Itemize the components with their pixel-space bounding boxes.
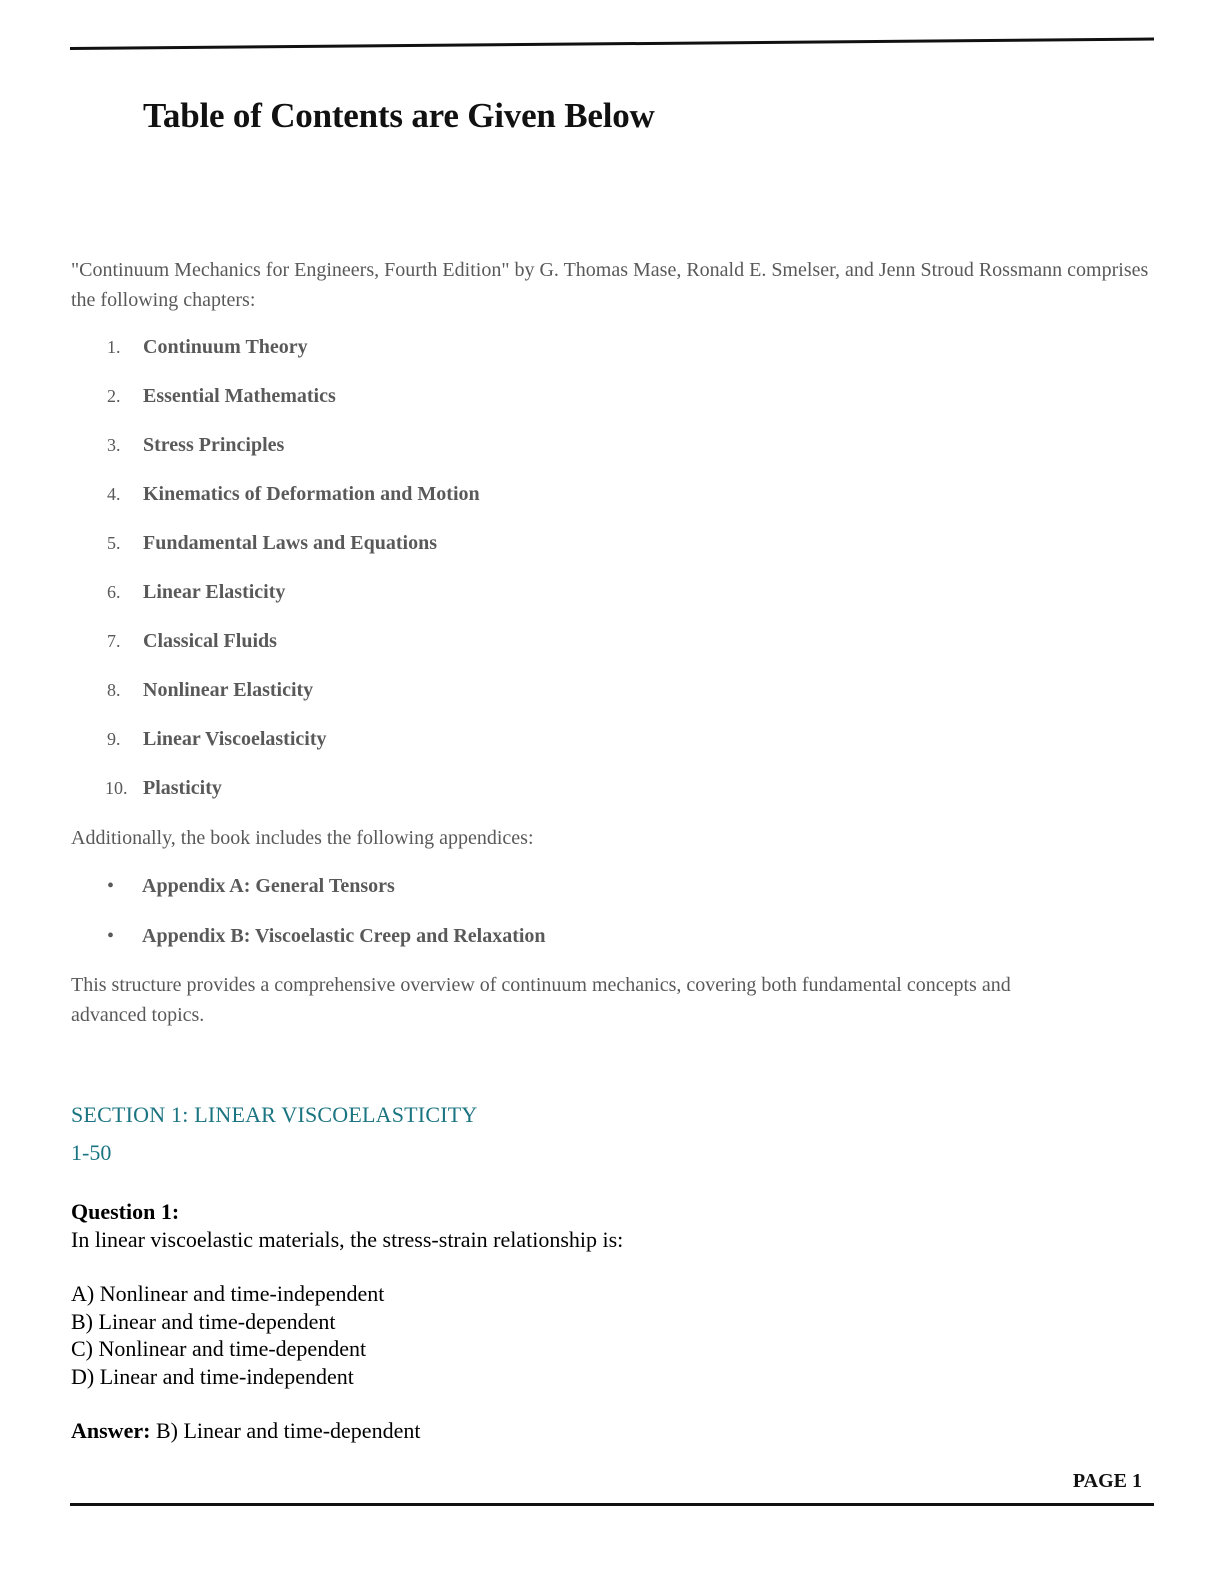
chapter-label: Fundamental Laws and Equations xyxy=(143,532,437,554)
question-block xyxy=(71,1198,623,1445)
chapter-number: 6. xyxy=(107,582,121,602)
appendix-label: Appendix A: General Tensors xyxy=(142,875,395,897)
answer-label: Answer: xyxy=(71,1418,151,1443)
chapter-number: 3. xyxy=(107,435,121,455)
summary-paragraph: This structure provides a comprehensive overview of continuum mechanics, covering both fundamental concepts and advanced topics. xyxy=(71,974,1011,1026)
chapter-label: Kinematics of Deformation and Motion xyxy=(143,483,480,505)
question-title: Question 1: xyxy=(71,1199,180,1224)
chapter-number: 10. xyxy=(105,778,128,798)
section-range: 1-50 xyxy=(71,1140,112,1165)
chapter-label: Linear Viscoelasticity xyxy=(143,728,327,750)
question-prompt: In linear viscoelastic materials, the stress-strain relationship is: xyxy=(71,1226,624,1252)
chapter-label: Classical Fluids xyxy=(143,630,277,652)
spacer xyxy=(71,1253,623,1280)
option-b: B) Linear and time-dependent xyxy=(71,1308,336,1334)
answer-line xyxy=(71,1417,623,1445)
page-number: PAGE 1 xyxy=(1072,1470,1142,1492)
bullet-icon: • xyxy=(107,925,115,947)
chapter-label: Plasticity xyxy=(143,777,222,799)
intro-paragraph: "Continuum Mechanics for Engineers, Fourth Edition" by G. Thomas Mase, Ronald E. Smelser, and Jenn Stroud Rossmann comprises the following chapters: xyxy=(71,259,1149,311)
section-heading: SECTION 1: LINEAR VISCOELASTICITY xyxy=(71,1102,478,1127)
option-d: D) Linear and time-independent xyxy=(71,1363,354,1389)
chapter-label: Nonlinear Elasticity xyxy=(143,679,314,701)
chapter-number: 4. xyxy=(107,484,121,504)
appendix-label: Appendix B: Viscoelastic Creep and Relaxation xyxy=(142,925,546,947)
chapter-label: Stress Principles xyxy=(143,434,285,456)
answer-text: B) Linear and time-dependent xyxy=(150,1418,421,1443)
page-title: Table of Contents are Given Below xyxy=(143,96,655,135)
footer-rule xyxy=(70,1503,1154,1506)
chapter-number: 9. xyxy=(107,729,121,749)
chapter-label: Continuum Theory xyxy=(143,336,308,358)
chapter-number: 8. xyxy=(107,680,121,700)
chapter-number: 7. xyxy=(107,631,121,651)
bullet-icon: • xyxy=(107,875,115,897)
chapter-label: Essential Mathematics xyxy=(143,385,336,407)
chapter-number: 2. xyxy=(107,386,121,406)
chapter-label: Linear Elasticity xyxy=(143,581,286,603)
chapter-number: 5. xyxy=(107,533,121,553)
spacer xyxy=(71,1390,623,1417)
header-rule xyxy=(70,38,1154,50)
option-c: C) Nonlinear and time-dependent xyxy=(71,1336,367,1361)
chapter-number: 1. xyxy=(107,337,121,357)
option-a: A) Nonlinear and time-independent xyxy=(71,1281,385,1306)
appendix-intro: Additionally, the book includes the following appendices: xyxy=(71,827,534,849)
